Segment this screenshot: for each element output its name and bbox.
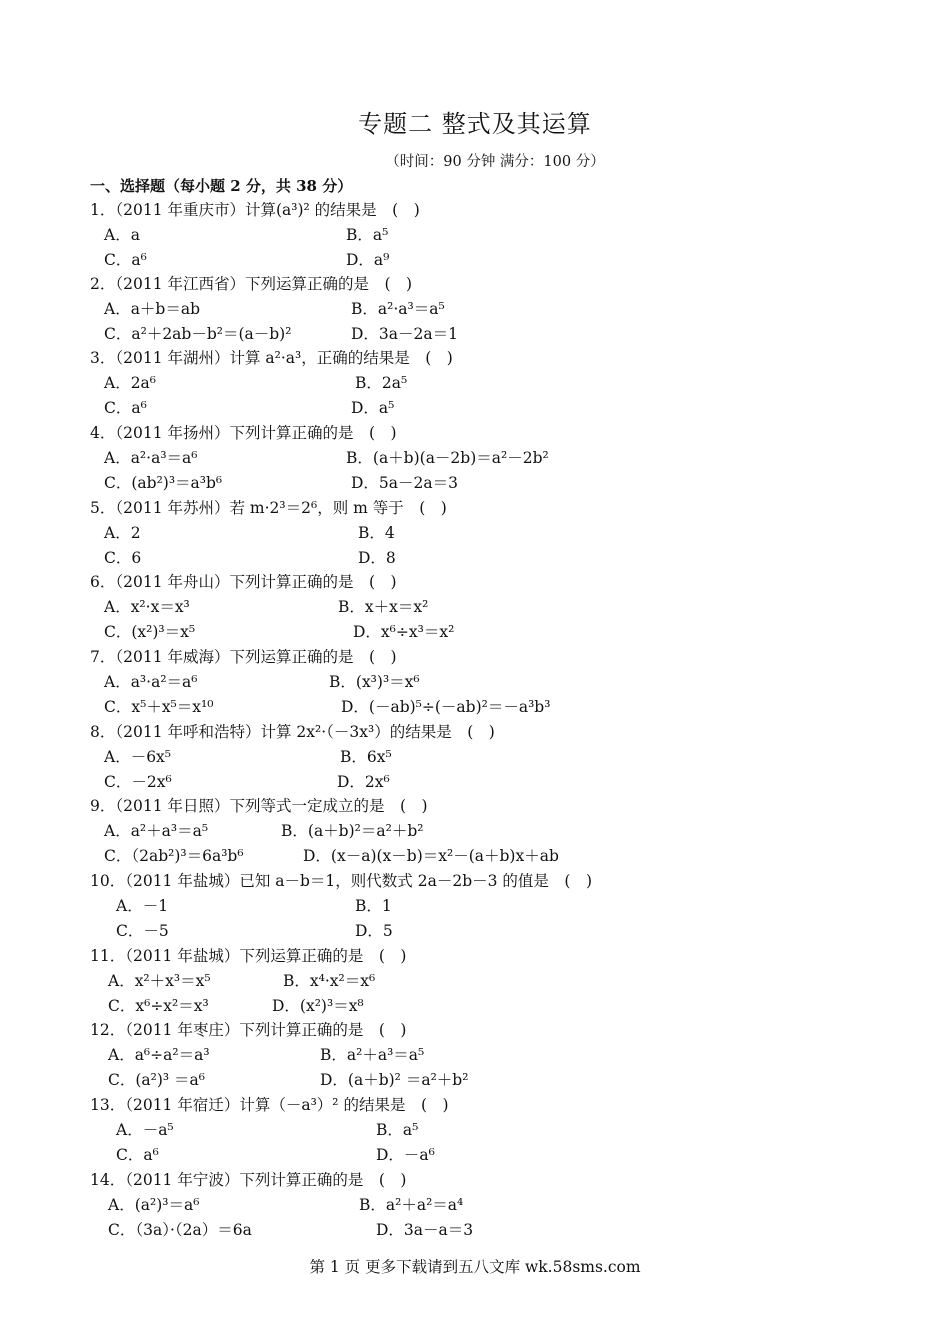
question-7-option-a: A．a³·a²＝a⁶	[104, 673, 198, 691]
question-1: 1．（2011 年重庆市）计算(a³)² 的结果是 ( )	[90, 201, 420, 219]
question-5-option-d: D．8	[358, 549, 396, 567]
question-1-option-d: D．a⁹	[346, 251, 390, 269]
question-1-option-c: C．a⁶	[104, 251, 147, 269]
question-11-option-a: A．x²＋x³＝x⁵	[108, 972, 211, 990]
question-2-option-c: C．a²＋2ab－b²＝(a－b)²	[104, 325, 292, 343]
question-3: 3．（2011 年湖州）计算 a²·a³，正确的结果是 ( )	[90, 349, 453, 367]
page-title: 专题二 整式及其运算	[358, 110, 592, 138]
question-13-option-d: D．－a⁶	[376, 1146, 435, 1164]
question-8-option-b: B．6x⁵	[340, 748, 392, 766]
question-10-option-b: B．1	[355, 897, 392, 915]
question-9-option-c: C．（2ab²)³＝6a³b⁶	[104, 847, 244, 865]
question-2-option-b: B．a²·a³＝a⁵	[351, 300, 445, 318]
question-10-option-a: A．－1	[116, 897, 169, 915]
question-4: 4．（2011 年扬州）下列计算正确的是 ( )	[90, 424, 397, 442]
section-heading: 一、选择题（每小题 2 分，共 38 分）	[90, 177, 353, 195]
question-12-option-a: A．a⁶÷a²＝a³	[108, 1046, 210, 1064]
question-11-option-d: D．(x²)³＝x⁸	[272, 997, 364, 1015]
question-3-option-d: D．a⁵	[351, 399, 395, 417]
question-9-option-d: D．(x－a)(x－b)＝x²－(a＋b)x＋ab	[303, 847, 559, 865]
question-6-option-d: D．x⁶÷x³＝x²	[353, 623, 455, 641]
question-13-option-b: B．a⁵	[376, 1121, 419, 1139]
question-5-option-a: A．2	[104, 524, 141, 542]
question-14-option-b: B．a²＋a²＝a⁴	[359, 1196, 464, 1214]
question-14-option-d: D．3a－a＝3	[376, 1221, 474, 1239]
question-1-option-b: B．a⁵	[346, 226, 389, 244]
question-4-option-d: D．5a－2a＝3	[351, 474, 458, 492]
question-2: 2．（2011 年江西省）下列运算正确的是 ( )	[90, 275, 413, 293]
question-1-option-a: A．a	[104, 226, 140, 244]
question-11-option-b: B．x⁴·x²＝x⁶	[283, 972, 376, 990]
question-5-option-b: B．4	[358, 524, 395, 542]
question-4-option-b: B．(a＋b)(a－2b)＝a²－2b²	[346, 449, 549, 467]
question-9-option-b: B．(a＋b)²＝a²＋b²	[281, 822, 424, 840]
question-9: 9．（2011 年日照）下列等式一定成立的是 ( )	[90, 797, 428, 815]
question-14-option-c: C．（3a）·（2a）＝6a	[108, 1221, 252, 1239]
question-7-option-c: C．x⁵＋x⁵＝x¹⁰	[104, 698, 214, 716]
question-12-option-d: D．(a＋b)² ＝a²＋b²	[320, 1071, 469, 1089]
question-9-option-a: A．a²＋a³＝a⁵	[104, 822, 209, 840]
question-2-option-d: D．3a－2a＝1	[351, 325, 458, 343]
question-14-option-a: A．(a²)³＝a⁶	[108, 1196, 200, 1214]
question-7: 7．（2011 年威海）下列运算正确的是 ( )	[90, 648, 397, 666]
question-13-option-a: A．－a⁵	[116, 1121, 174, 1139]
question-10: 10．（2011 年盐城）已知 a－b＝1，则代数式 2a－2b－3 的值是 ( )	[90, 872, 592, 890]
question-3-option-b: B．2a⁵	[355, 374, 408, 392]
question-12-option-b: B．a²＋a³＝a⁵	[320, 1046, 425, 1064]
exam-info: （时间：90 分钟 满分：100 分）	[385, 154, 605, 170]
question-2-option-a: A．a＋b＝ab	[104, 300, 201, 318]
question-10-option-d: D．5	[355, 922, 393, 940]
question-12-option-c: C．(a²)³ ＝a⁶	[108, 1071, 206, 1089]
question-11-option-c: C．x⁶÷x²＝x³	[108, 997, 209, 1015]
question-3-option-c: C．a⁶	[104, 399, 147, 417]
page-footer: 第 1 页 更多下载请到五八文库 wk.58sms.com	[309, 1258, 641, 1276]
question-5-option-c: C．6	[104, 549, 142, 567]
question-6-option-b: B．x＋x＝x²	[338, 598, 429, 616]
question-13: 13．（2011 年宿迁）计算（－a³）² 的结果是 ( )	[90, 1096, 449, 1114]
question-14: 14．（2011 年宁波）下列计算正确的是 ( )	[90, 1171, 407, 1189]
question-11: 11．（2011 年盐城）下列运算正确的是 ( )	[90, 947, 407, 965]
question-3-option-a: A．2a⁶	[104, 374, 157, 392]
question-10-option-c: C．－5	[116, 922, 169, 940]
question-6: 6．（2011 年舟山）下列计算正确的是 ( )	[90, 573, 397, 591]
question-7-option-d: D．(－ab)⁵÷(－ab)²＝－a³b³	[341, 698, 551, 716]
question-4-option-a: A．a²·a³＝a⁶	[104, 449, 198, 467]
question-8: 8．（2011 年呼和浩特）计算 2x²·（－3x³）的结果是 ( )	[90, 723, 495, 741]
question-7-option-b: B．(x³)³＝x⁶	[329, 673, 420, 691]
question-13-option-c: C．a⁶	[116, 1146, 159, 1164]
question-12: 12．（2011 年枣庄）下列计算正确的是 ( )	[90, 1021, 407, 1039]
question-8-option-c: C．－2x⁶	[104, 773, 172, 791]
question-4-option-c: C．(ab²)³＝a³b⁶	[104, 474, 223, 492]
question-8-option-d: D．2x⁶	[337, 773, 390, 791]
question-6-option-c: C．(x²)³＝x⁵	[104, 623, 196, 641]
question-8-option-a: A．－6x⁵	[104, 748, 172, 766]
question-5: 5．（2011 年苏州）若 m·2³＝2⁶，则 m 等于 ( )	[90, 499, 447, 517]
question-6-option-a: A．x²·x＝x³	[104, 598, 190, 616]
